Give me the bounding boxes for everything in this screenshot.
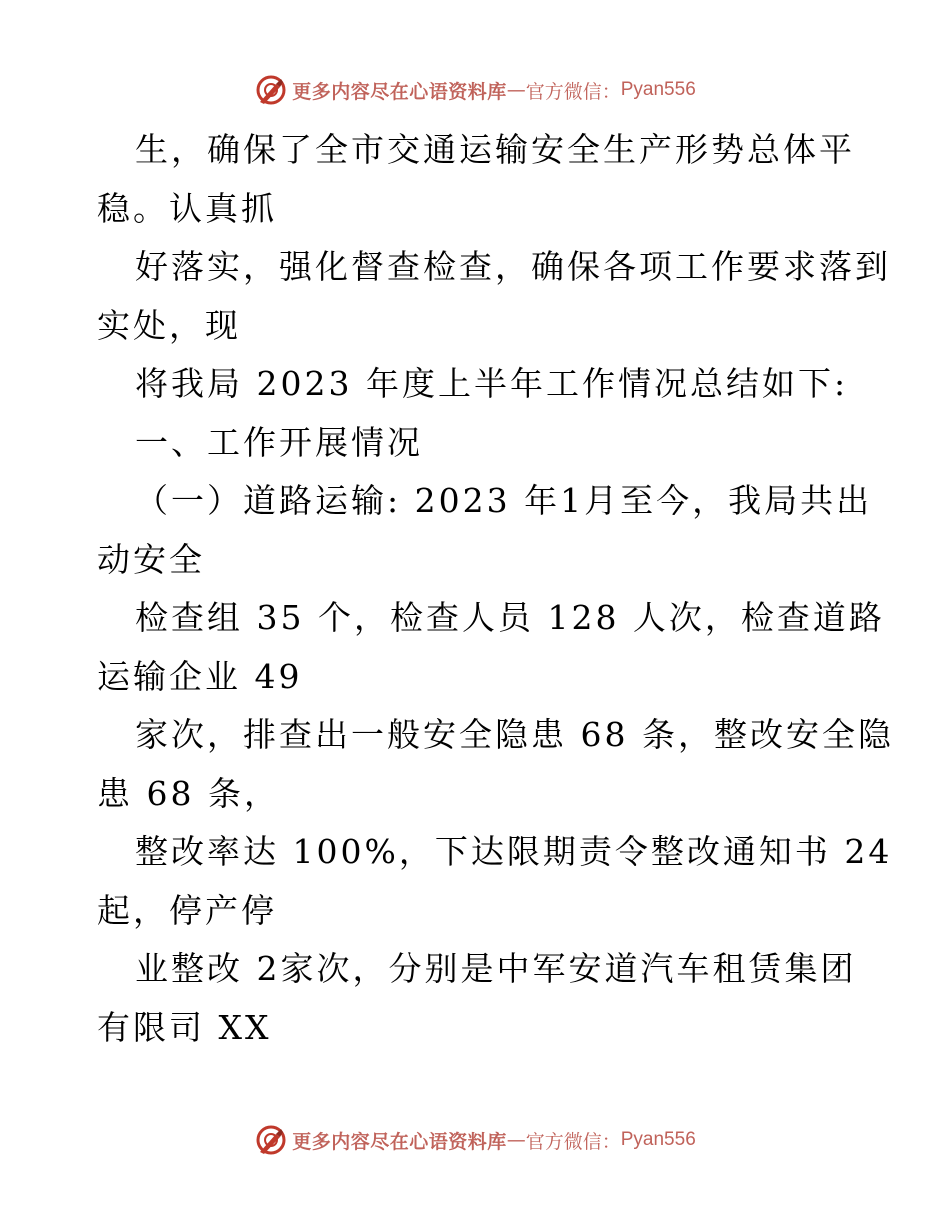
body-line: 运输企业 49: [97, 656, 303, 696]
body-line: 实处，现: [97, 305, 241, 345]
body-line: 好落实，强化督查检查，确保各项工作要求落到: [135, 247, 891, 286]
body-line: 动安全: [97, 539, 205, 579]
watermark-wechat-id: Pyan556: [620, 1129, 696, 1150]
pen-logo-icon: [254, 73, 288, 107]
body-line: 检查组 35 个，检查人员 128 人次，检查道路: [135, 598, 885, 637]
watermark-site-text: 更多内容尽在心语资料库: [292, 1130, 507, 1153]
body-line: 将我局 2023 年度上半年工作情况总结如下:: [135, 364, 849, 403]
body-line: 有限司 XX: [97, 1007, 272, 1047]
body-line: 业整改 2家次，分别是中军安道汽车租赁集团: [135, 949, 857, 988]
pen-logo-icon: [254, 1123, 288, 1157]
body-line: 家次，排查出一般安全隐患 68 条，整改安全隐: [135, 715, 894, 754]
body-line: 生，确保了全市交通运输安全生产形势总体平: [135, 130, 855, 169]
watermark-separator: —: [506, 1129, 526, 1151]
footer-watermark: [0, 1120, 950, 1160]
watermark-label: 官方微信：: [525, 80, 621, 103]
section-heading: 一、工作开展情况: [135, 422, 423, 462]
document-body: [97, 121, 894, 1057]
watermark-site-text: 更多内容尽在心语资料库: [292, 80, 507, 103]
watermark-wechat-id: Pyan556: [620, 79, 696, 100]
watermark-separator: —: [506, 79, 526, 101]
subsection-heading: （一）道路运输: 2023 年1月至今，我局共出: [135, 481, 873, 520]
body-line: 患 68 条，: [97, 773, 280, 813]
header-watermark: [0, 70, 950, 110]
body-line: 稳。认真抓: [97, 188, 277, 228]
body-line: 整改率达 100%，下达限期责令整改通知书 24: [135, 832, 893, 871]
watermark-label: 官方微信：: [525, 1130, 621, 1153]
body-line: 起，停产停: [97, 890, 277, 930]
